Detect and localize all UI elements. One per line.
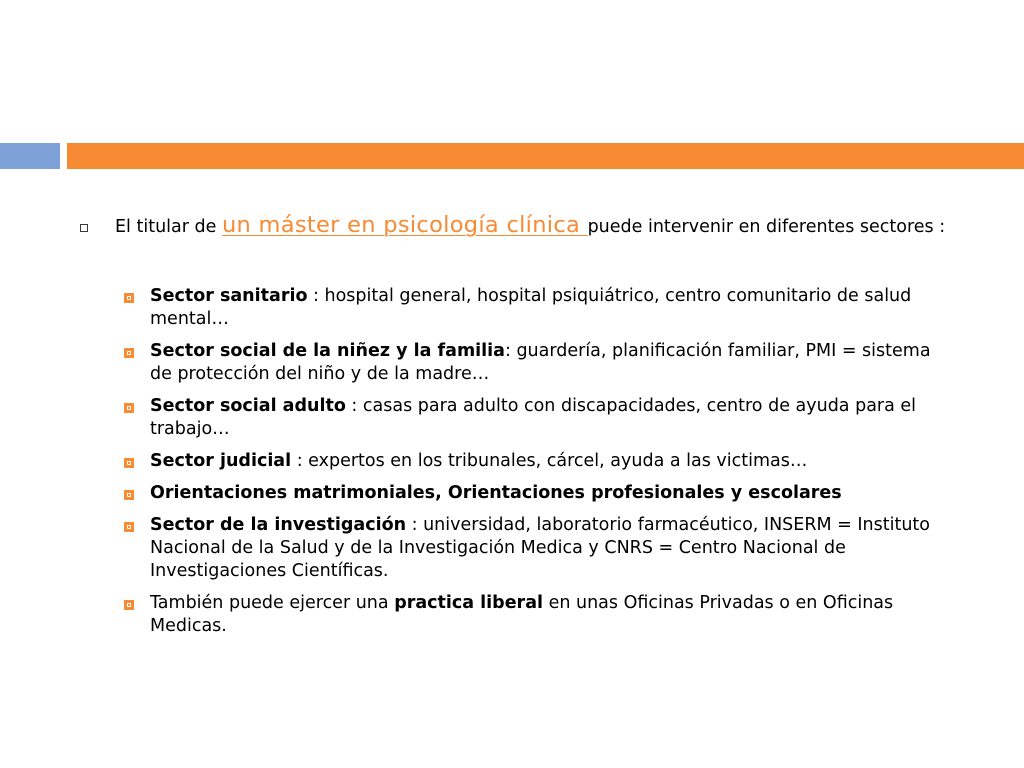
square-bullet-icon: [124, 490, 134, 500]
square-bullet-icon: [124, 458, 134, 468]
header-bar-blue: [0, 143, 60, 169]
list-item: [76, 450, 956, 473]
intro-paragraph: [76, 214, 956, 239]
item-bold: Orientaciones matrimoniales, Orientaciones profesionales y escolares: [150, 483, 842, 503]
header-bar-orange: [67, 143, 1024, 169]
slide-content: [76, 214, 956, 647]
item-bold: Sector sanitario: [150, 286, 308, 306]
item-bold: Sector social de la niñez y la familia: [150, 341, 505, 361]
intro-prefix: El titular de: [115, 217, 222, 237]
item-text: : casas para adulto con discapacidades, centro de ayuda para el trabajo…: [150, 396, 917, 439]
square-bullet-icon: [124, 293, 134, 303]
item-text: : hospital general, hospital psiquiátrico, centro comunitario de salud mental…: [150, 286, 912, 329]
list-item: [76, 395, 956, 441]
list-item: [76, 592, 956, 638]
last-item-prefix: También puede ejercer una: [150, 593, 395, 613]
list-item: [76, 514, 956, 583]
square-bullet-icon: [124, 403, 134, 413]
item-text: : universidad, laboratorio farmacéutico, INSERM = Instituto Nacional de la Salud y de la Investigación Medica y CNRS = Centro Nacional de Investigaciones Científicas.: [150, 515, 930, 581]
item-text: : guardería, planificación familiar, PMI = sistema de protección del niño y de la madre…: [150, 341, 931, 384]
intro-suffix: puede intervenir en diferentes sectores :: [587, 217, 946, 237]
square-bullet-icon: [124, 600, 134, 610]
list-item: [76, 285, 956, 331]
list-item: [76, 340, 956, 386]
last-item-bold: practica liberal: [394, 593, 543, 613]
last-item-suffix: en unas Oficinas Privadas o en Oficinas Medicas.: [150, 593, 894, 636]
master-link[interactable]: un máster en psicología clínica: [221, 212, 588, 238]
list-item: [76, 482, 956, 505]
item-bold: Sector judicial: [150, 451, 292, 471]
square-bullet-icon: [124, 348, 134, 358]
sector-list: [76, 285, 956, 638]
item-bold: Sector social adulto: [150, 396, 346, 416]
item-bold: Sector de la investigación: [150, 515, 407, 535]
square-bullet-icon: [124, 522, 134, 532]
item-text: : expertos en los tribunales, cárcel, ayuda a las victimas…: [291, 451, 808, 471]
hollow-square-bullet-icon: [80, 224, 88, 232]
